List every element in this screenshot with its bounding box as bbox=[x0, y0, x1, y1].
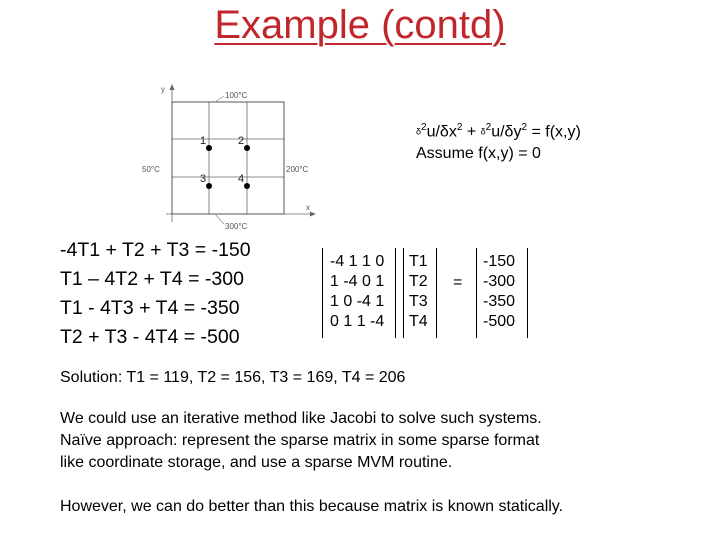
approach-line-2: Naïve approach: represent the sparse matrix in some sparse format bbox=[60, 432, 540, 449]
approach-line-3: like coordinate storage, and use a sparse MVM routine. bbox=[60, 454, 453, 471]
rhs-2: -300 bbox=[483, 273, 516, 290]
equation-4: T2 + T3 - 4T4 = -500 bbox=[60, 326, 240, 348]
approach-paragraph bbox=[60, 408, 542, 474]
conclusion-paragraph: However, we can do better than this because matrix is known statically. bbox=[60, 498, 564, 515]
rhs-vector bbox=[483, 252, 515, 332]
left-boundary-label: 50°C bbox=[142, 165, 160, 174]
matrix-row-1: -4 1 1 0 bbox=[330, 253, 385, 270]
node-4 bbox=[244, 183, 250, 189]
node-label-3: 3 bbox=[200, 173, 207, 185]
rhs-1: -150 bbox=[483, 253, 516, 270]
coefficient-matrix bbox=[330, 252, 384, 332]
pde-line-1: $\delta^2u/\delta x^2 + \delta^2u/\delta y^2 = f(x,y)$ bbox=[416, 122, 581, 141]
solution-text: Solution: T1 = 119, T2 = 156, T3 = 169, T4 = 206 bbox=[60, 369, 406, 386]
matrix-row-2: 1 -4 0 1 bbox=[330, 273, 385, 290]
bottom-boundary-label: 300°C bbox=[225, 222, 248, 231]
right-boundary-label: 200°C bbox=[286, 165, 309, 174]
equation-list bbox=[60, 236, 251, 352]
equation-1: -4T1 + T2 + T3 = -150 bbox=[60, 239, 251, 261]
grid-diagram bbox=[140, 82, 330, 232]
matrix-row-4: 0 1 1 -4 bbox=[330, 313, 385, 330]
y-axis-label: y bbox=[161, 85, 165, 94]
unknowns-vector bbox=[409, 252, 428, 332]
approach-line-1: We could use an iterative method like Jacobi to solve such systems. bbox=[60, 410, 542, 427]
equals-sign: = bbox=[453, 274, 463, 291]
unknown-4: T4 bbox=[409, 313, 428, 330]
node-1 bbox=[206, 145, 212, 151]
unknown-2: T2 bbox=[409, 273, 428, 290]
node-2 bbox=[244, 145, 250, 151]
x-axis-label: x bbox=[306, 203, 310, 212]
node-label-2: 2 bbox=[238, 135, 245, 147]
matrix-row-3: 1 0 -4 1 bbox=[330, 293, 385, 310]
slide-title: Example (contd) bbox=[214, 3, 506, 47]
pde-line-2: Assume f(x,y) = 0 bbox=[416, 145, 541, 163]
unknown-1: T1 bbox=[409, 253, 428, 270]
top-boundary-label: 100°C bbox=[225, 91, 248, 100]
pde-equation bbox=[416, 117, 581, 165]
unknown-3: T3 bbox=[409, 293, 428, 310]
rhs-4: -500 bbox=[483, 313, 516, 330]
rhs-3: -350 bbox=[483, 293, 516, 310]
node-3 bbox=[206, 183, 212, 189]
equation-2: T1 – 4T2 + T4 = -300 bbox=[60, 268, 244, 290]
equation-3: T1 - 4T3 + T4 = -350 bbox=[60, 297, 240, 319]
node-label-4: 4 bbox=[238, 173, 245, 185]
node-label-1: 1 bbox=[200, 135, 207, 147]
